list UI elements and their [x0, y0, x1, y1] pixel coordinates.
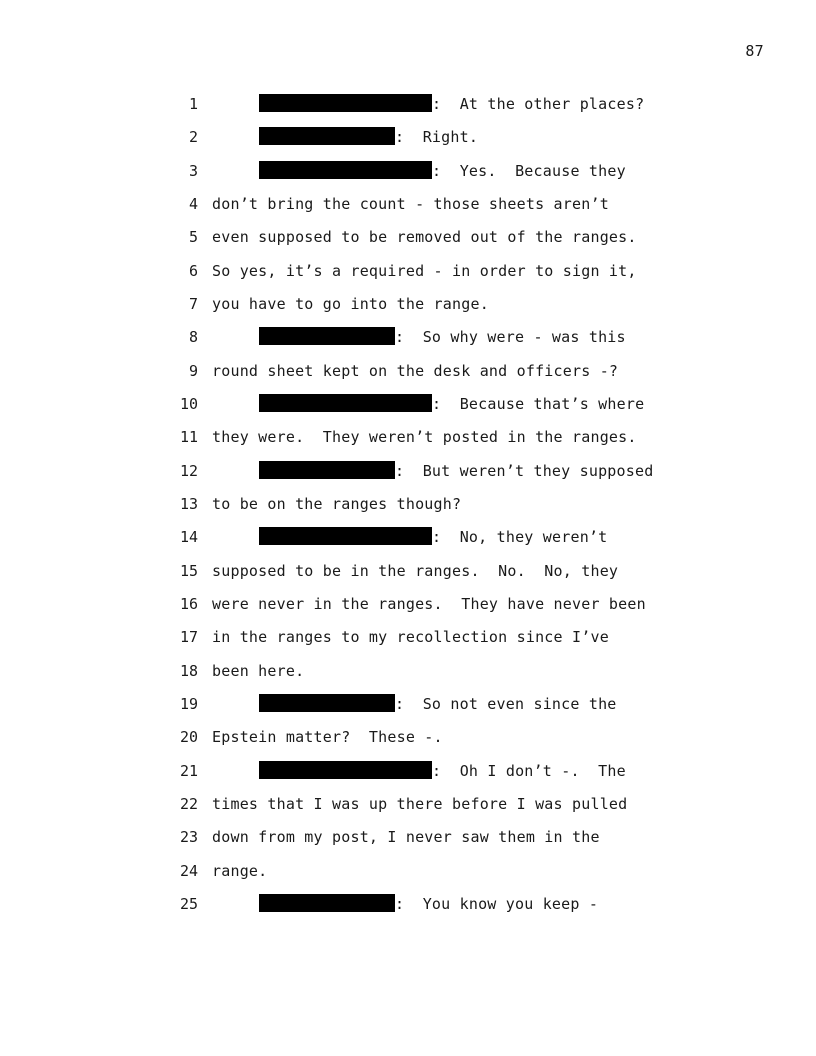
- line-text: they were. They weren’t posted in the ranges.: [212, 428, 637, 447]
- line-number: 8: [188, 328, 198, 347]
- line-text: [212, 623, 609, 651]
- line-number: 18: [179, 661, 198, 680]
- speaker-line: [259, 457, 653, 485]
- line-number: 19: [179, 694, 198, 713]
- line-text: [212, 657, 304, 685]
- line-text: [212, 290, 489, 318]
- line-number: 20: [179, 728, 198, 747]
- redacted-speaker-name: [259, 161, 432, 179]
- transcript-line: [0, 623, 816, 656]
- transcript-line: [0, 857, 816, 890]
- line-text: [212, 490, 461, 518]
- line-number: 11: [179, 428, 198, 447]
- line-text: : So not even since the: [395, 694, 617, 713]
- line-number: 21: [179, 761, 198, 780]
- line-number: 15: [179, 561, 198, 580]
- transcript-line: [0, 90, 816, 123]
- transcript-line: [0, 490, 816, 523]
- redacted-speaker-name: [259, 761, 432, 779]
- transcript-line: [0, 123, 816, 156]
- transcript-line: [0, 657, 816, 690]
- speaker-line: [259, 123, 478, 151]
- line-text: : But weren’t they supposed: [395, 461, 654, 480]
- line-text: [212, 223, 637, 251]
- redacted-speaker-name: [259, 394, 432, 412]
- line-number: 4: [188, 194, 198, 213]
- line-text: : At the other places?: [432, 95, 645, 113]
- transcript-line: [0, 290, 816, 323]
- line-number: 14: [179, 528, 198, 547]
- transcript-line: [0, 223, 816, 256]
- speaker-line: [259, 157, 626, 185]
- transcript-line: [0, 790, 816, 823]
- line-text: Epstein matter? These -.: [212, 728, 443, 747]
- speaker-line: [259, 690, 617, 718]
- line-text: : Oh I don’t -. The: [432, 761, 626, 780]
- line-text: : No, they weren’t: [432, 528, 608, 547]
- line-text: : Yes. Because they: [432, 161, 626, 180]
- line-number: 2: [188, 128, 198, 147]
- line-text: even supposed to be removed out of the ranges.: [212, 228, 637, 247]
- speaker-line: [259, 890, 598, 918]
- transcript-line: [0, 823, 816, 856]
- transcript-line: [0, 590, 816, 623]
- line-text: [212, 557, 618, 585]
- line-number: 1: [188, 95, 198, 113]
- speaker-line: [259, 90, 644, 118]
- line-number: 25: [179, 894, 198, 913]
- transcript-line: [0, 357, 816, 390]
- line-text: [212, 257, 637, 285]
- line-text: times that I was up there before I was pulled: [212, 794, 628, 813]
- line-text: [212, 857, 267, 885]
- line-text: supposed to be in the ranges. No. No, they: [212, 561, 619, 580]
- speaker-line: [259, 757, 626, 785]
- line-text: been here.: [212, 661, 305, 680]
- transcript-line: [0, 390, 816, 423]
- line-number: 12: [179, 461, 198, 480]
- redacted-speaker-name: [259, 127, 395, 145]
- line-number: 13: [179, 494, 198, 513]
- line-text: So yes, it’s a required - in order to sign it,: [212, 261, 637, 280]
- transcript-line: [0, 690, 816, 723]
- speaker-line: [259, 323, 626, 351]
- line-text: to be on the ranges though?: [212, 494, 462, 513]
- transcript-line: [0, 423, 816, 456]
- line-number: 7: [188, 294, 198, 313]
- line-number: 24: [179, 861, 198, 880]
- line-number: 9: [188, 361, 198, 380]
- line-text: : Because that’s where: [432, 394, 645, 413]
- line-number: 17: [179, 628, 198, 647]
- line-text: [212, 823, 600, 851]
- transcript-line: [0, 557, 816, 590]
- transcript-line: [0, 457, 816, 490]
- line-text: : You know you keep -: [395, 894, 599, 913]
- line-text: [212, 190, 609, 218]
- line-text: : So why were - was this: [395, 328, 626, 347]
- transcript-line: [0, 723, 816, 756]
- redacted-speaker-name: [259, 327, 395, 345]
- line-number: 10: [179, 394, 198, 413]
- transcript-line: [0, 323, 816, 356]
- speaker-line: [259, 390, 644, 418]
- transcript-line: [0, 523, 816, 556]
- line-number: 16: [179, 594, 198, 613]
- line-text: [212, 723, 443, 751]
- line-text: were never in the ranges. They have never been: [212, 594, 646, 613]
- line-text: [212, 590, 646, 618]
- transcript-line: [0, 190, 816, 223]
- line-number: 22: [179, 794, 198, 813]
- line-number: 23: [179, 828, 198, 847]
- transcript-line: [0, 157, 816, 190]
- line-text: in the ranges to my recollection since I’ve: [212, 628, 609, 647]
- redacted-speaker-name: [259, 894, 395, 912]
- speaker-line: [259, 523, 607, 551]
- transcript-line: [0, 757, 816, 790]
- line-text: [212, 357, 618, 385]
- redacted-speaker-name: [259, 527, 432, 545]
- line-text: [212, 423, 637, 451]
- line-text: round sheet kept on the desk and officers -?: [212, 361, 619, 380]
- redacted-speaker-name: [259, 694, 395, 712]
- line-text: : Right.: [395, 128, 479, 147]
- transcript-body: [0, 90, 816, 923]
- redacted-speaker-name: [259, 94, 432, 112]
- page-number: 87: [745, 42, 764, 60]
- line-text: [212, 790, 627, 818]
- line-number: 6: [188, 261, 198, 280]
- transcript-line: [0, 257, 816, 290]
- line-number: 5: [188, 228, 198, 247]
- line-text: range.: [212, 861, 268, 880]
- transcript-line: [0, 890, 816, 923]
- line-text: down from my post, I never saw them in the: [212, 828, 600, 847]
- redacted-speaker-name: [259, 461, 395, 479]
- line-text: you have to go into the range.: [212, 294, 489, 313]
- line-number: 3: [188, 161, 198, 180]
- line-text: don’t bring the count - those sheets aren’t: [212, 194, 609, 213]
